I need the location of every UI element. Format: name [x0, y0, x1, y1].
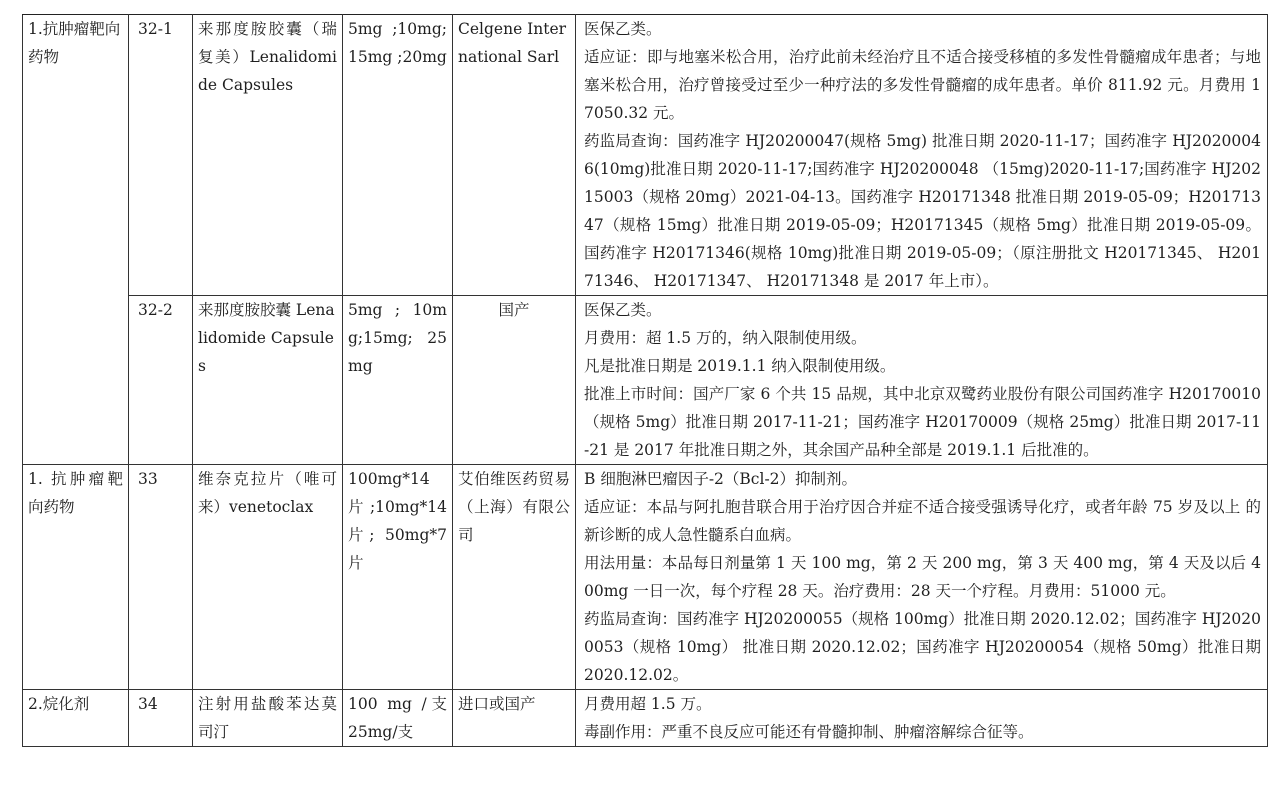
- table-row: [23, 15, 1268, 296]
- spec-cell: 100 mg /支 25mg/支: [343, 690, 453, 747]
- category-cell: 1.抗肿瘤靶向药物: [23, 15, 129, 465]
- category-cell: 1. 抗肿瘤靶向药物: [23, 465, 129, 690]
- note-line: 医保乙类。: [584, 20, 662, 38]
- notes-cell: [576, 690, 1268, 747]
- notes-cell: [576, 296, 1268, 465]
- note-line: 适应证：即与地塞米松合用，治疗此前未经治疗且不适合接受移植的多发性骨髓瘤成年患者；与地塞米松合用，治疗曾接受过至少一种疗法的多发性骨髓瘤的成年患者。单价 811.92 元。月费用 17050.32 元。: [584, 48, 1261, 122]
- note-line: 批准上市时间：国产厂家 6 个共 15 品规，其中北京双鹭药业股份有限公司国药准字 H20170010（规格 5mg）批准日期 2017-11-21；国药准字 H20170009（规格 25mg）批准日期 2017-11-21 是 2017 年批准日期之外，其余国产品种全部是 2019.1.1 后批准的。: [584, 385, 1261, 459]
- note-line: 适应证：本品与阿扎胞昔联合用于治疗因合并症不适合接受强诱导化疗，或者年龄 75 岁及以上 的新诊断的成人急性髓系白血病。: [584, 498, 1261, 544]
- note-line: 毒副作用：严重不良反应可能还有骨髓抑制、肿瘤溶解综合征等。: [584, 723, 1034, 741]
- manufacturer-cell: 艾伯维医药贸易（上海）有限公司: [453, 465, 576, 690]
- spec-cell: 5mg ; 10mg;15mg; 25mg: [343, 296, 453, 465]
- code-cell: 32-1: [129, 15, 193, 296]
- manufacturer-cell: 进口或国产: [453, 690, 576, 747]
- table-row: [23, 465, 1268, 690]
- note-line: 医保乙类。: [584, 301, 662, 319]
- spec-cell: 5mg ;10mg;15mg ;20mg: [343, 15, 453, 296]
- table-row: [23, 690, 1268, 747]
- note-line: 用法用量：本品每日剂量第 1 天 100 mg，第 2 天 200 mg，第 3 天 400 mg，第 4 天及以后 400mg 一日一次，每个疗程 28 天。治疗费用：28 天一个疗程。月费用：51000 元。: [584, 554, 1261, 600]
- note-line: 月费用：超 1.5 万的，纳入限制使用级。: [584, 329, 867, 347]
- notes-cell: [576, 15, 1268, 296]
- note-line: 凡是批准日期是 2019.1.1 纳入限制使用级。: [584, 357, 896, 375]
- category-cell: 2.烷化剂: [23, 690, 129, 747]
- spec-cell: 100mg*14 片;10mg*14 片; 50mg*7 片: [343, 465, 453, 690]
- code-cell: 34: [129, 690, 193, 747]
- drug-name-cell: 注射用盐酸苯达莫司汀: [193, 690, 343, 747]
- note-line: 药监局查询：国药准字 HJ20200047(规格 5mg) 批准日期 2020-11-17；国药准字 HJ20200046(10mg)批准日期 2020-11-17;国药准字 HJ20200048 （15mg)2020-11-17;国药准字 HJ20215003（规格 20mg）2021-04-13。国药准字 H20171348 批准日期 2019-05-09；H20171347（规格 15mg）批准日期 2019-05-09；H20171345（规格 5mg）批准日期 2019-05-09。国药准字 H20171346(规格 10mg)批准日期 2019-05-09；（原注册批文 H20171345、 H20171346、 H20171347、 H20171348 是 2017 年上市）。: [584, 132, 1261, 290]
- table-row: [23, 296, 1268, 465]
- drug-name-cell: 来那度胺胶囊 Lenalidomide Capsules: [193, 296, 343, 465]
- notes-cell: [576, 465, 1268, 690]
- manufacturer-cell: 国产: [453, 296, 576, 465]
- drug-name-cell: 来那度胺胶囊（瑞复美）Lenalidomide Capsules: [193, 15, 343, 296]
- note-line: 药监局查询：国药准字 HJ20200055（规格 100mg）批准日期 2020.12.02；国药准字 HJ20200053（规格 10mg） 批准日期 2020.12.02；国药准字 HJ20200054（规格 50mg）批准日期 2020.12.02。: [584, 610, 1261, 684]
- code-cell: 32-2: [129, 296, 193, 465]
- manufacturer-cell: Celgene International Sarl: [453, 15, 576, 296]
- note-line: B 细胞淋巴瘤因子-2（Bcl-2）抑制剂。: [584, 470, 858, 488]
- code-cell: 33: [129, 465, 193, 690]
- drug-name-cell: 维奈克拉片（唯可来）venetoclax: [193, 465, 343, 690]
- note-line: 月费用超 1.5 万。: [584, 695, 712, 713]
- drug-table: [22, 14, 1268, 747]
